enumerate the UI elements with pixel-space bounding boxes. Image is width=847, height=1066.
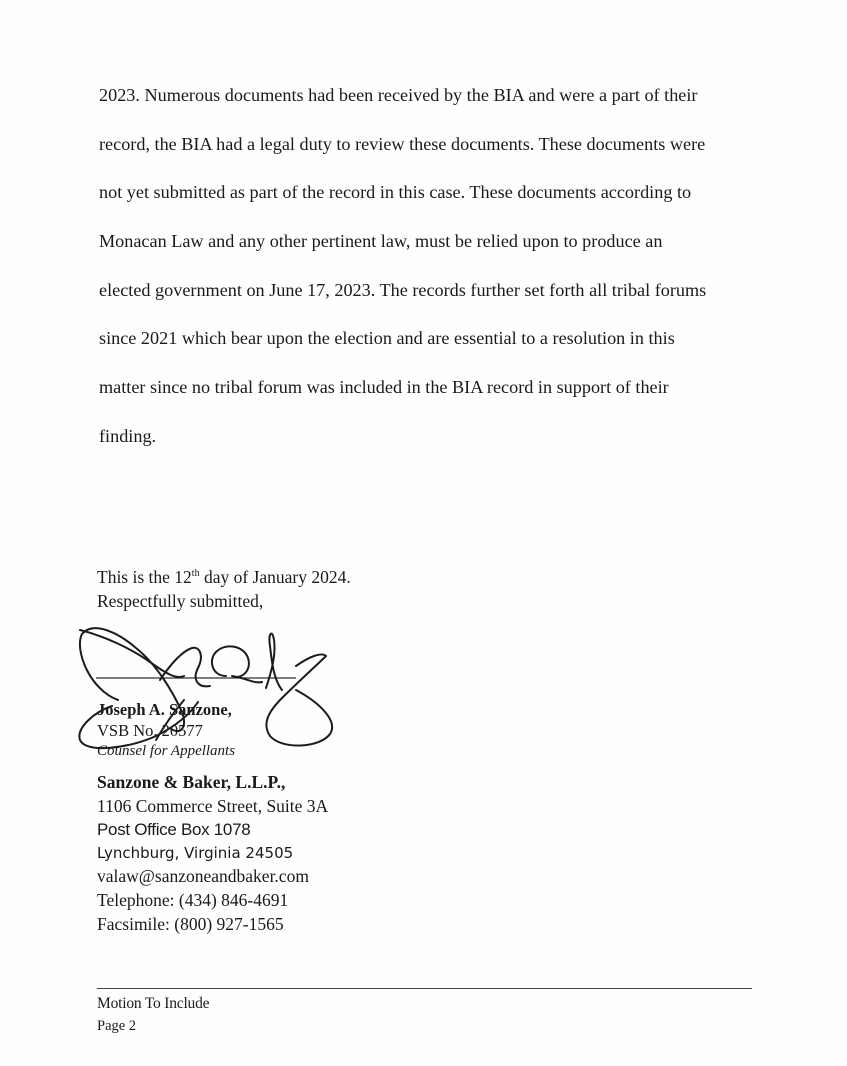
page-footer	[97, 993, 209, 1037]
body-line: elected government on June 17, 2023. The records further set forth all tribal forums	[99, 279, 707, 300]
body-line: since 2021 which bear upon the election and are essential to a resolution in this	[99, 328, 675, 349]
firm-city: Lynchburg, Virginia 24505	[97, 843, 294, 862]
firm-telephone: Telephone: (434) 846-4691	[97, 889, 289, 910]
footer-page-number: Page 2	[97, 1018, 137, 1034]
signature-stroke	[266, 633, 282, 690]
attorney-name: Joseph A. Sanzone,	[97, 700, 232, 719]
firm-name: Sanzone & Baker, L.L.P.,	[97, 772, 286, 792]
closing-block	[97, 565, 351, 613]
signature-stroke	[80, 630, 184, 677]
date-line	[97, 565, 351, 589]
body-line: Monacan Law and any other pertinent law, must be relied upon to produce an	[99, 231, 663, 252]
date-prefix: This is the 12	[97, 567, 192, 587]
body-line: not yet submitted as part of the record in this case. These documents according to	[99, 182, 692, 203]
respectfully-submitted: Respectfully submitted,	[97, 591, 264, 611]
signature-block	[97, 700, 235, 761]
firm-po-box: Post Office Box 1078	[97, 820, 251, 840]
signature-stroke	[160, 648, 210, 687]
firm-facsimile: Facsimile: (800) 927-1565	[97, 913, 284, 934]
body-line: record, the BIA had a legal duty to review these documents. These documents were	[99, 133, 706, 154]
body-line: finding.	[99, 425, 157, 446]
firm-email: valaw@sanzoneandbaker.com	[97, 866, 309, 887]
footer-document-title: Motion To Include	[97, 995, 210, 1012]
vsb-number: VSB No. 20577	[97, 720, 203, 740]
firm-street: 1106 Commerce Street, Suite 3A	[97, 795, 329, 816]
date-suffix: day of January 2024.	[199, 567, 351, 587]
signature-stroke	[266, 654, 332, 745]
firm-address-block	[97, 771, 328, 936]
body-paragraph	[99, 76, 814, 466]
body-line: matter since no tribal forum was included in the BIA record in support of their	[99, 377, 669, 398]
body-line: 2023. Numerous documents had been received by the BIA and were a part of their	[99, 85, 698, 105]
footer-divider	[97, 988, 752, 989]
date-ordinal: th	[191, 568, 200, 579]
signature-stroke	[212, 646, 262, 682]
counsel-role: Counsel for Appellants	[97, 743, 236, 759]
